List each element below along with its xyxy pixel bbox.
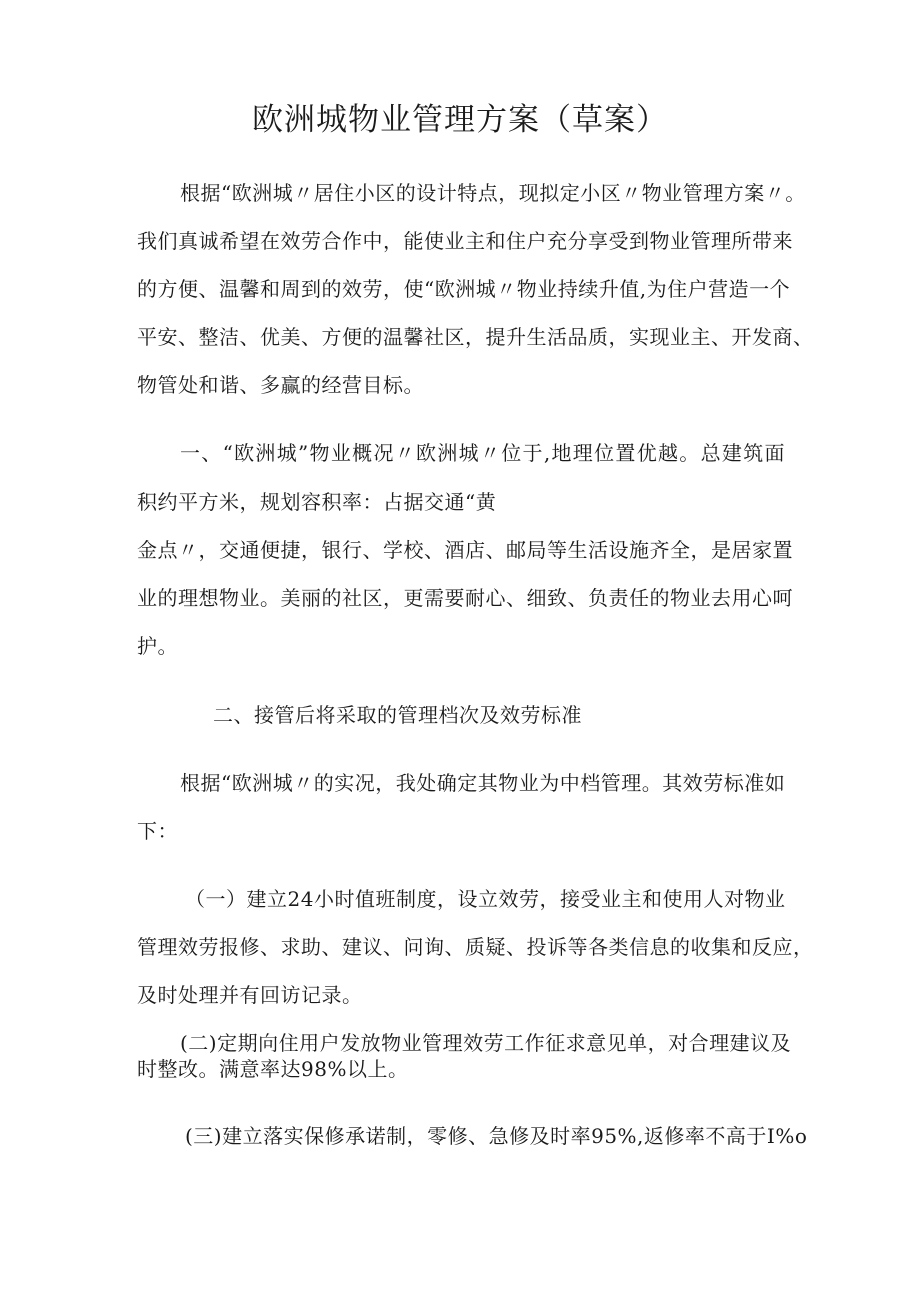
intro-line-1: 根据“欧洲城〃居住小区的设计特点，现拟定小区〃物业管理方案〃。 xyxy=(180,181,806,205)
item2-line-1: (二)定期向住用户发放物业管理效劳工作征求意见单，对合理建议及 xyxy=(180,1031,792,1055)
item1-line-3: 及时处理并有回访记录。 xyxy=(137,983,363,1007)
item3-line-1: (三)建立落实保修承诺制，零修、急修及时率95%,返修率不高于I%o xyxy=(185,1124,808,1148)
item1-line-1: （一）建立24小时值班制度，设立效劳，接受业主和使用人对物业 xyxy=(185,887,786,911)
section2-para-line-2: 下： xyxy=(137,819,178,843)
section1-line-3: 金点〃，交通便捷，银行、学校、酒店、邮局等生活设施齐全，是居家置 xyxy=(137,538,793,562)
item1-line-2: 管理效劳报修、求助、建议、问询、质疑、投诉等各类信息的收集和反应， xyxy=(137,935,814,959)
section2-heading: 二、接管后将采取的管理档次及效劳标准 xyxy=(213,703,582,727)
intro-line-2: 我们真诚希望在效劳合作中，能使业主和住户充分享受到物业管理所带来 xyxy=(137,229,793,253)
intro-line-5: 物管处和谐、多赢的经营目标。 xyxy=(137,373,424,397)
intro-line-3: 的方便、温馨和周到的效劳，使“欧洲城〃物业持续升值,为住户营造一个 xyxy=(137,277,791,301)
section1-line-2: 积约平方米，规划容积率：占据交通“黄 xyxy=(137,490,497,514)
section2-para-line-1: 根据“欧洲城〃的实况，我处确定其物业为中档管理。其效劳标准如 xyxy=(180,771,786,795)
document-title: 欧洲城物业管理方案（草案） xyxy=(252,102,668,138)
item2-line-2: 时整改。满意率达98%以上。 xyxy=(137,1057,409,1081)
section1-line-1: 一、“欧洲城”物业概况〃欧洲城〃位于,地理位置优越。总建筑面 xyxy=(180,441,785,465)
intro-line-4: 平安、整洁、优美、方便的温馨社区，提升生活品质，实现业主、开发商、 xyxy=(137,325,814,349)
section1-line-5: 护。 xyxy=(137,634,178,658)
section1-line-4: 业的理想物业。美丽的社区，更需要耐心、细致、负责任的物业去用心呵 xyxy=(137,586,793,610)
